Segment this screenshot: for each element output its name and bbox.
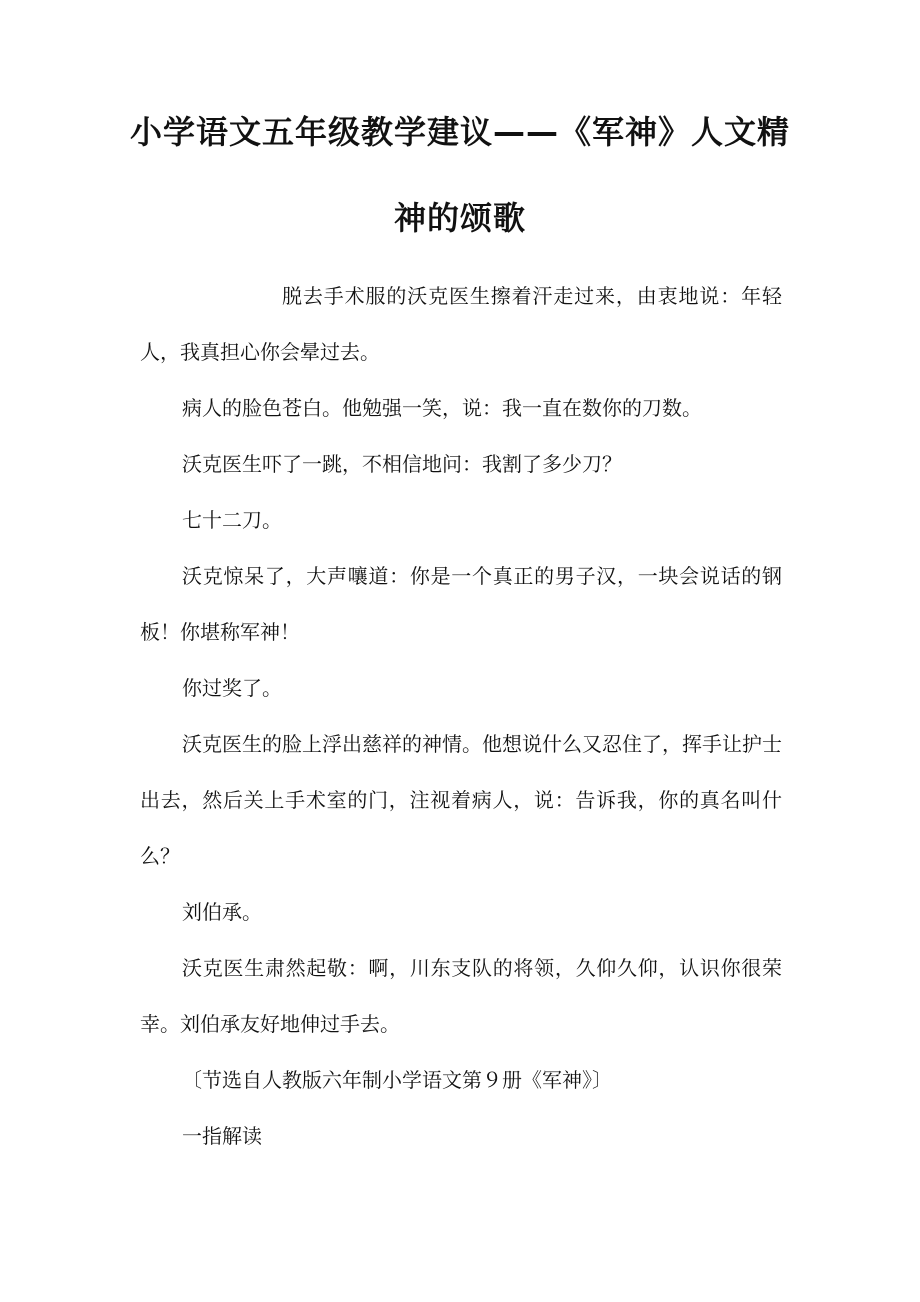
paragraph-doctor-shouts: 沃克惊呆了，大声嚷道：你是一个真正的男子汉，一块会说话的钢板！你堪称军神！ bbox=[140, 564, 782, 644]
paragraph-source-note: 〔节选自人教版六年制小学语文第９册《军神》〕 bbox=[182, 1068, 612, 1092]
document-title-line-1: 小学语文五年级教学建议——《军神》人文精 bbox=[130, 113, 791, 151]
paragraph-doctor-respects: 沃克医生肃然起敬：啊，川东支队的将领，久仰久仰，认识你很荣幸。刘伯承友好地伸过手去。 bbox=[140, 956, 782, 1036]
paragraph-patient-counts: 病人的脸色苍白。他勉强一笑，说：我一直在数你的刀数。 bbox=[182, 396, 702, 420]
paragraph-doctor-asks-name: 沃克医生的脸上浮出慈祥的神情。他想说什么又忍住了，挥手让护士出去，然后关上手术室的门，注视着病人，说：告诉我，你的真名叫什么？ bbox=[140, 732, 782, 868]
paragraph-doctor-asks: 沃克医生吓了一跳，不相信地问：我割了多少刀？ bbox=[182, 452, 622, 476]
paragraph-liu-bocheng: 刘伯承。 bbox=[182, 900, 262, 924]
paragraph-doctor-speaks: 脱去手术服的沃克医生擦着汗走过来，由衷地说：年轻人，我真担心你会晕过去。 bbox=[140, 284, 782, 364]
document-title-line-2: 神的颂歌 bbox=[393, 199, 526, 237]
paragraph-you-flatter: 你过奖了。 bbox=[182, 676, 282, 700]
paragraph-seventy-two: 七十二刀。 bbox=[182, 508, 282, 532]
paragraph-section-heading: 一指解读 bbox=[182, 1124, 262, 1148]
